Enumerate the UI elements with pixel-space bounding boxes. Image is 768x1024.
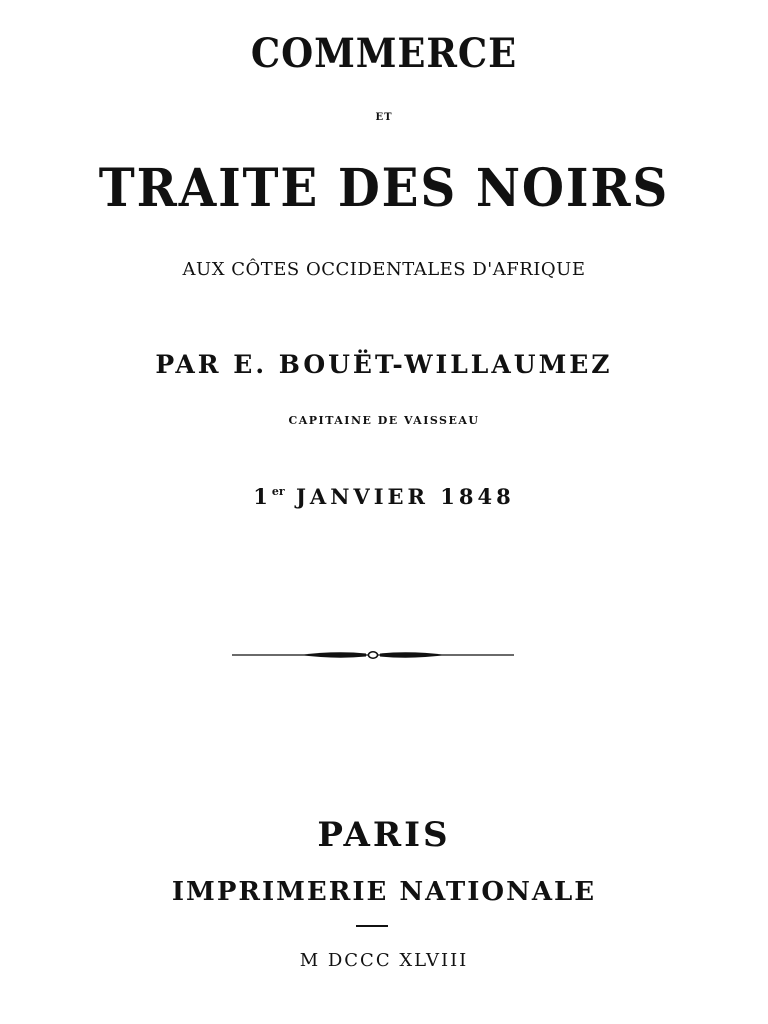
title-conjunction: ET [375,112,393,123]
title-line-1: COMMERCE [250,30,518,77]
author-rank: CAPITAINE DE VAISSEAU [288,414,480,427]
short-divider [356,925,388,927]
publication-city: PARIS [317,815,451,855]
subtitle: AUX CÔTES OCCIDENTALES D'AFRIQUE [182,259,586,280]
publication-date [0,484,768,509]
ornamental-rule-icon [230,645,516,665]
publication-year-roman: M DCCC XLVIII [299,950,469,971]
author-line: PAR E. BOUËT-WILLAUMEZ [155,350,613,379]
date-month-year: JANVIER 1848 [284,484,515,509]
title-line-2: TRAITE DES NOIRS [98,158,670,219]
date-day: 1 [253,484,272,509]
printer-name: IMPRIMERIE NATIONALE [171,877,597,907]
date-ordinal: er [271,485,285,498]
